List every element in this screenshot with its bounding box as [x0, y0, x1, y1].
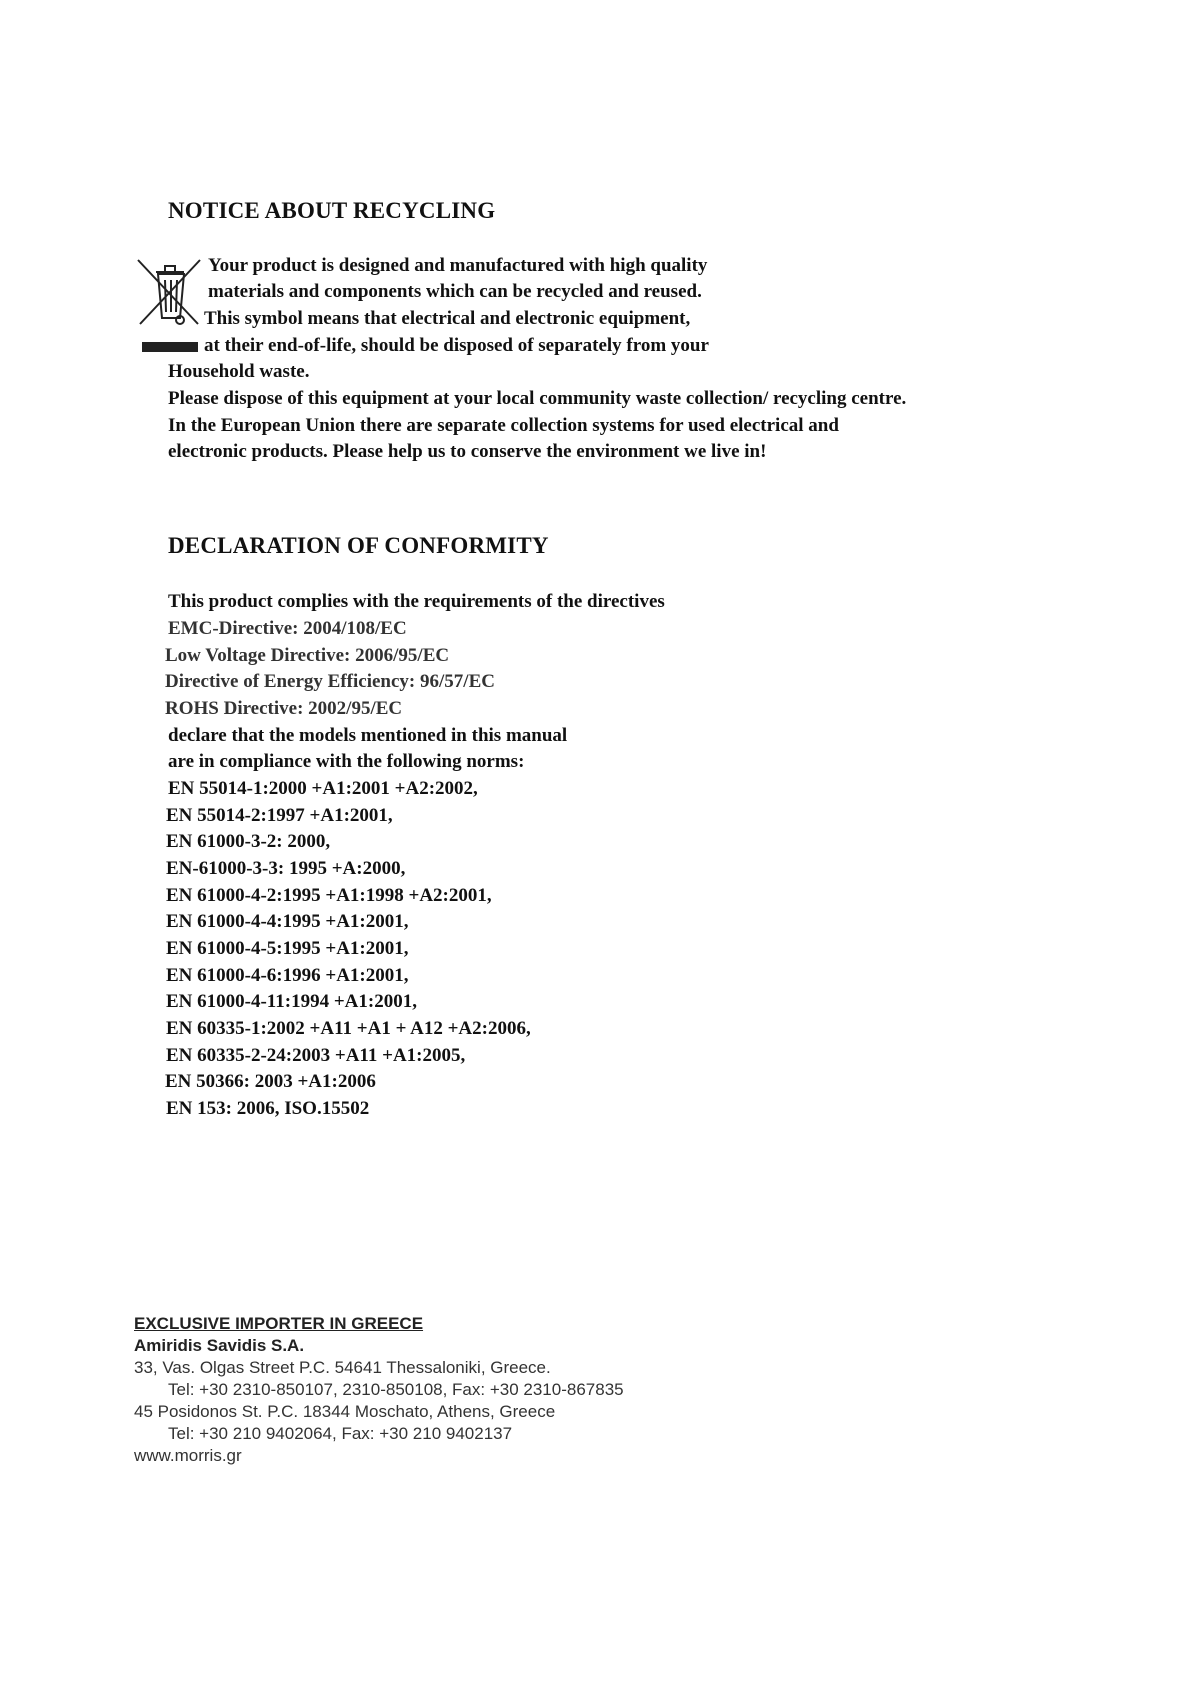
conformity-line: ROHS Directive: 2002/95/EC [165, 698, 403, 719]
importer-phone-athens: Tel: +30 210 9402064, Fax: +30 210 9402137 [168, 1424, 513, 1443]
importer-website-link[interactable]: www.morris.gr [134, 1446, 242, 1465]
norm-item: EN 55014-2:1997 +A1:2001, [166, 805, 393, 826]
recycling-line-7: In the European Union there are separate collection systems for used electrical and [168, 415, 839, 436]
recycling-line-8: electronic products. Please help us to conserve the environment we live in! [168, 441, 767, 462]
conformity-line: Directive of Energy Efficiency: 96/57/EC [165, 671, 495, 692]
conformity-title: DECLARATION OF CONFORMITY [168, 533, 549, 558]
conformity-line: This product complies with the requirements of the directives [168, 591, 665, 612]
norm-item: EN-61000-3-3: 1995 +A:2000, [166, 858, 406, 879]
importer-heading: EXCLUSIVE IMPORTER IN GREECE [134, 1314, 424, 1333]
importer-address-athens: 45 Posidonos St. P.C. 18344 Moschato, Athens, Greece [134, 1402, 556, 1421]
norm-item: EN 55014-1:2000 +A1:2001 +A2:2002, [168, 778, 478, 799]
recycling-line-2: materials and components which can be recycled and reused. [208, 281, 702, 302]
norm-item: EN 60335-1:2002 +A11 +A1 + A12 +A2:2006, [166, 1018, 531, 1039]
norm-item: EN 61000-4-2:1995 +A1:1998 +A2:2001, [166, 885, 492, 906]
importer-address-thessaloniki: 33, Vas. Olgas Street P.C. 54641 Thessaloniki, Greece. [134, 1358, 551, 1377]
conformity-line: are in compliance with the following norms: [168, 751, 525, 772]
norm-item: EN 153: 2006, ISO.15502 [166, 1098, 370, 1119]
crossed-out-wheelie-bin-icon [134, 256, 206, 352]
conformity-line: declare that the models mentioned in this manual [168, 725, 568, 746]
importer-company: Amiridis Savidis S.A. [134, 1336, 305, 1355]
norm-item: EN 50366: 2003 +A1:2006 [165, 1071, 376, 1092]
recycling-line-6: Please dispose of this equipment at your local community waste collection/ recycling centre. [168, 388, 907, 409]
norm-item: EN 60335-2-24:2003 +A11 +A1:2005, [166, 1045, 466, 1066]
recycling-title: NOTICE ABOUT RECYCLING [168, 198, 496, 223]
importer-phone-thessaloniki: Tel: +30 2310-850107, 2310-850108, Fax: +30 2310-867835 [168, 1380, 624, 1399]
norm-item: EN 61000-4-11:1994 +A1:2001, [166, 991, 417, 1012]
recycling-line-1: Your product is designed and manufactured with high quality [208, 255, 708, 276]
recycling-line-5: Household waste. [168, 361, 310, 382]
norm-item: EN 61000-4-4:1995 +A1:2001, [166, 911, 409, 932]
recycling-line-4: at their end-of-life, should be disposed of separately from your [204, 335, 709, 356]
norm-item: EN 61000-4-6:1996 +A1:2001, [166, 965, 409, 986]
recycling-line-3: This symbol means that electrical and electronic equipment, [204, 308, 691, 329]
norm-item: EN 61000-3-2: 2000, [166, 831, 331, 852]
conformity-line: Low Voltage Directive: 2006/95/EC [165, 645, 450, 666]
conformity-line: EMC-Directive: 2004/108/EC [168, 618, 407, 639]
norm-item: EN 61000-4-5:1995 +A1:2001, [166, 938, 409, 959]
